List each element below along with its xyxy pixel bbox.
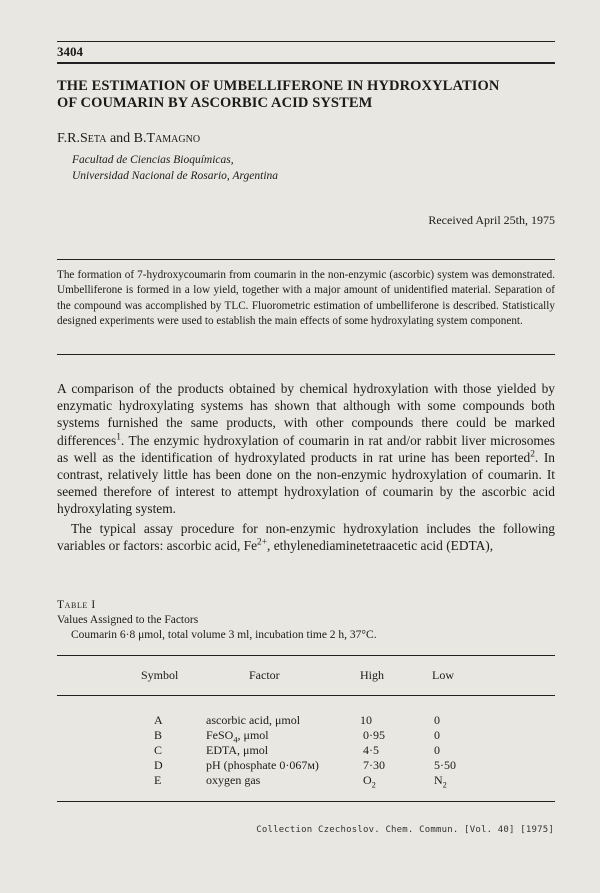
page-number: 3404 — [57, 44, 83, 59]
p2-text-a: The typical assay procedure for non-enzymic hydroxylation includes the following variables or factors: ascorbic acid, Fe — [57, 520, 555, 553]
fe-charge: 2+ — [257, 537, 268, 548]
article-title — [57, 78, 557, 112]
table-row-c-low: 0 — [434, 743, 440, 757]
table-conditions: Coumarin 6·8 μmol, total volume 3 ml, incubation time 2 h, 37°C. — [71, 629, 377, 641]
abstract: The formation of 7-hydroxycoumarin from coumarin in the non-enzymic (ascorbic) system was demonstrated. Umbelliferone is formed in a low yield, together with a major amount of unidentified material. Separation of the compound was accomplished by TLC. Fluorometric estimation of umbelliferone is described. Statistically designed experiments were used to establish the main effects of some hydroxylating system component. — [57, 269, 555, 327]
table-row-c-symbol: C — [154, 743, 163, 757]
table-caption — [57, 598, 377, 643]
table-row-d-high: 7·30 — [363, 758, 385, 772]
p1-text-c: . In contrast, relatively little has been done on the non-enzymic hydroxylation of coumarin. It seemed therefore of interest to attempt hydroxylation of coumarin by the ascorbic acid hydroxylating system. — [57, 449, 555, 517]
title-line-2: OF COUMARIN BY ASCORBIC ACID SYSTEM — [57, 95, 373, 111]
table-row-d-factor: pH (phosphate 0·067м) — [206, 758, 319, 772]
header-symbol: Symbol — [141, 668, 179, 682]
affiliation-line-1: Facultad de Ciencias Bioquímicas, — [72, 154, 234, 166]
table-row-c-factor: EDTA, μmol — [206, 743, 269, 757]
table-title: Values Assigned to the Factors — [57, 614, 199, 626]
table-row-e-factor: oxygen gas — [206, 773, 261, 787]
affiliation-line-2: Universidad Nacional de Rosario, Argentina — [72, 170, 279, 182]
author-1-surname: Seta — [80, 131, 107, 146]
abstract-rule-top — [57, 259, 555, 260]
header-rule-thick — [57, 62, 555, 64]
oxygen-symbol: O — [363, 773, 372, 787]
reference-1: 1 — [116, 432, 121, 443]
fes-o-sub: 4 — [233, 735, 238, 745]
paragraph-2 — [57, 520, 555, 554]
author-1-initials: F.R. — [57, 131, 81, 146]
table-row-a-factor: ascorbic acid, μmol — [206, 713, 301, 727]
table-row-b-high: 0·95 — [363, 728, 385, 742]
table-row-e-symbol: E — [154, 773, 162, 787]
table-row-a-high: 10 — [360, 713, 372, 727]
nitrogen-symbol: N — [434, 773, 443, 787]
header-high: High — [360, 668, 384, 682]
header-factor: Factor — [249, 668, 280, 682]
author-2-initials: B. — [133, 131, 147, 146]
authors — [57, 131, 200, 147]
table-row-b-symbol: B — [154, 728, 163, 742]
reference-2: 2 — [530, 449, 535, 460]
table-row-d-low: 5·50 — [434, 758, 456, 772]
table-label: Table I — [57, 599, 96, 611]
p2-text-b: , ethylenediaminetetraacetic acid (EDTA), — [267, 537, 494, 553]
table-row-a-symbol: A — [154, 713, 163, 727]
authors-conjunction: and — [106, 131, 134, 146]
abstract-rule-bottom — [57, 354, 555, 355]
table-row-e-low — [434, 773, 447, 790]
table-rule-mid — [57, 695, 555, 696]
nitrogen-sub: 2 — [442, 780, 447, 790]
table-rule-top — [57, 655, 555, 656]
table-rule-bottom — [57, 801, 555, 802]
fes-o: FeSO — [206, 728, 234, 742]
header-low: Low — [432, 668, 454, 682]
table-row-a-low: 0 — [434, 713, 440, 727]
table-row-d-symbol: D — [154, 758, 163, 772]
table-row-c-high: 4·5 — [363, 743, 379, 757]
received-date: Received April 25th, 1975 — [428, 213, 555, 227]
paragraph-1 — [57, 380, 555, 518]
oxygen-sub: 2 — [371, 780, 376, 790]
table-row-b-low: 0 — [434, 728, 440, 742]
p1-text-a: A comparison of the products obtained by chemical hydroxylation with those yielded by enzymatic hydroxylating systems has shown that although with some compounds both systems furnished the same products, with other compounds there could be marked differences — [57, 381, 555, 448]
journal-footer: Collection Czechoslov. Chem. Commun. [Vol. 40] [1975] — [256, 825, 554, 835]
author-2-surname: Tamagno — [146, 131, 201, 146]
p1-text-b: . The enzymic hydroxylation of coumarin in rat and/or rabbit liver microsomes as well as the identification of hydroxylated products in rat urine has been reported — [57, 432, 555, 465]
title-line-1: THE ESTIMATION OF UMBELLIFERONE IN HYDROXYLATION — [57, 78, 500, 94]
body-text — [57, 380, 555, 554]
header-rule-thin — [57, 41, 555, 42]
affiliation — [72, 152, 278, 184]
fes-o-unit: , μmol — [237, 728, 269, 742]
table-row-b-factor — [206, 728, 269, 745]
table-row-e-high — [363, 773, 376, 790]
